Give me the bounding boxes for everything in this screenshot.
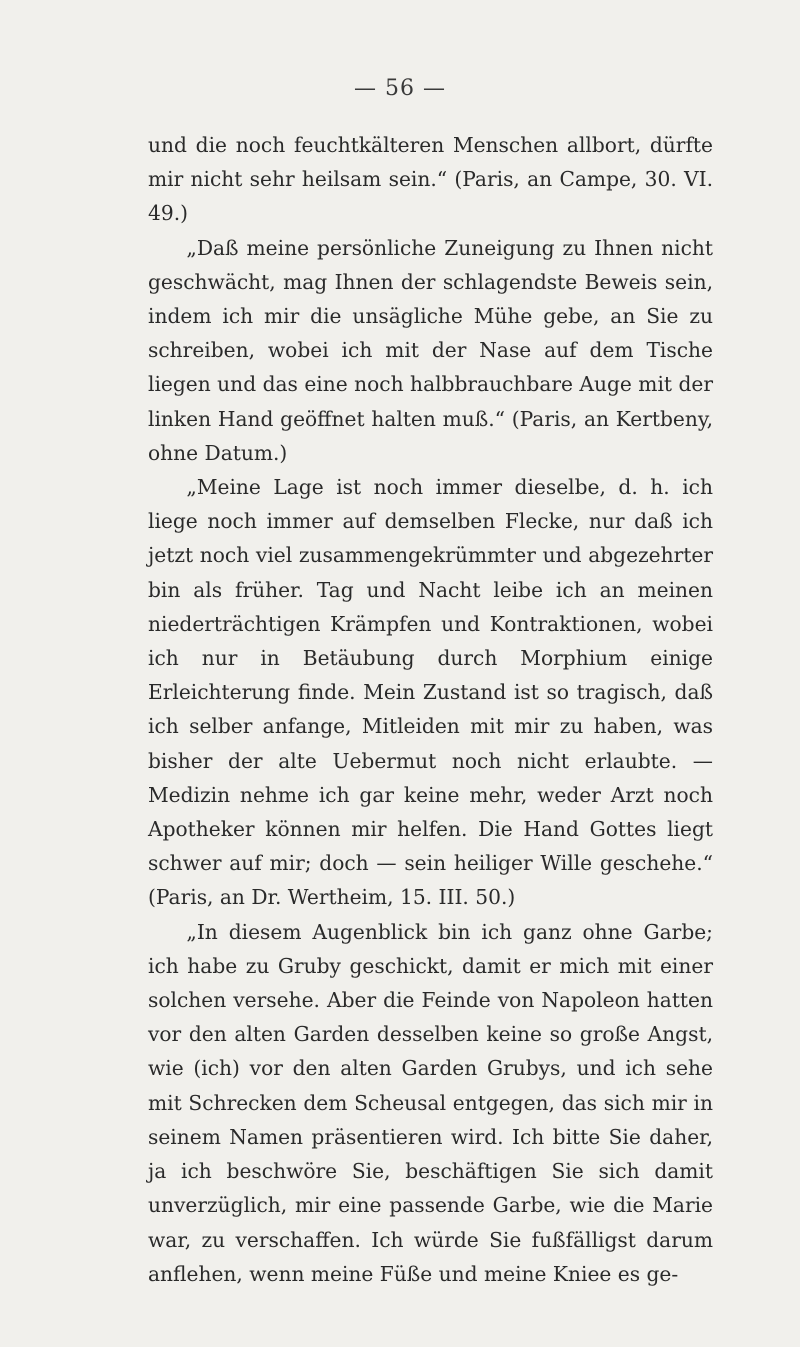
paragraph-2: „Daß meine persönliche Zuneigung zu Ihnen nicht geschwächt, mag Ihnen der schlagendste Beweis sein, indem ich mir die unsägliche Mühe gebe, an Sie zu schreiben, wobei ich mit der Nase auf dem Tische liegen und das eine noch halbbrauchbare Auge mit der linken Hand geöffnet halten muß.“ (Paris, an Kertbeny, ohne Datum.) xyxy=(148,235,713,465)
page-number: — 56 — xyxy=(354,76,446,101)
paragraph-1: und die noch feuchtkälteren Menschen allbort, dürfte mir nicht sehr heilsam sein.“ (Paris, an Campe, 30. VI. 49.) xyxy=(148,133,713,226)
body-text xyxy=(148,128,713,1291)
paragraph-3: „Meine Lage ist noch immer dieselbe, d. h. ich liege noch immer auf demselben Flecke, nur daß ich jetzt noch viel zusammengekrümmter und abgezehrter bin als früher. Tag und Nacht leibe ich an meinen niederträchtigen Krämpfen und Kontraktionen, wobei ich nur in Betäubung durch Morphium einige Erleichterung finde. Mein Zustand ist so tragisch, daß ich selber anfange, Mitleiden mit mir zu haben, was bisher der alte Uebermut noch nicht erlaubte. — Medizin nehme ich gar keine mehr, weder Arzt noch Apotheker können mir helfen. Die Hand Gottes liegt schwer auf mir; doch — sein heiliger Wille geschehe.“ (Paris, an Dr. Wertheim, 15. III. 50.) xyxy=(148,475,713,910)
paragraph-4: „In diesem Augenblick bin ich ganz ohne Garbe; ich habe zu Gruby geschickt, damit er mich mit einer solchen versehe. Aber die Feinde von Napoleon hatten vor den alten Garden desselben keine so große Angst, wie (ich) vor den alten Garden Grubys, und ich sehe mit Schrecken dem Scheusal entgegen, das sich mir in seinem Namen präsentieren wird. Ich bitte Sie daher, ja ich beschwöre Sie, beschäftigen Sie sich damit unverzüglich, mir eine passende Garbe, wie die Marie war, zu verschaffen. Ich würde Sie fußfälligst darum anflehen, wenn meine Füße und meine Kniee es ge- xyxy=(148,919,713,1286)
